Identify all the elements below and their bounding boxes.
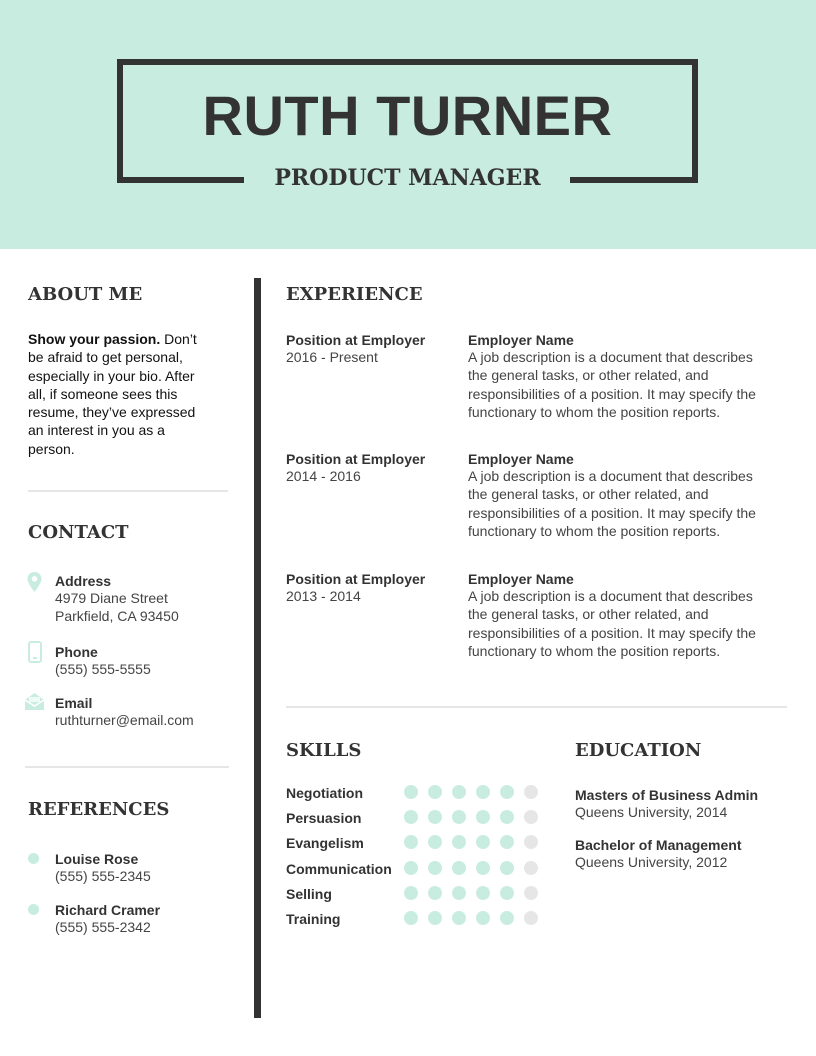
education-degree: Bachelor of Management (575, 837, 742, 853)
experience-description: A job description is a document that describes the general tasks, or other related, and responsibilities of a position. It may specify the functionary to whom the position reports. (468, 349, 756, 420)
skill-dot-filled (404, 835, 418, 849)
skill-dot-filled (428, 785, 442, 799)
experience-dates: 2013 - 2014 (286, 588, 361, 604)
email-label: Email (55, 695, 93, 711)
reference-name: Richard Cramer (55, 902, 161, 918)
skill-dot-filled (476, 861, 490, 875)
experience-dates: 2014 - 2016 (286, 468, 361, 484)
skill-dot-filled (476, 835, 490, 849)
experience-position: Position at Employer (286, 332, 426, 348)
experience-employer: Employer Name (468, 571, 574, 587)
skill-dot-filled (428, 835, 442, 849)
education-school: Queens University, 2012 (575, 854, 728, 870)
skill-dot-filled (404, 861, 418, 875)
skill-dot-filled (500, 886, 514, 900)
experience-dates: 2016 - Present (286, 349, 378, 365)
reference-name: Louise Rose (55, 851, 139, 867)
address-line2: Parkfield, CA 93450 (55, 608, 179, 624)
reference-phone: (555) 555-2342 (55, 919, 151, 935)
education-degree: Masters of Business Admin (575, 787, 759, 803)
skill-dot-empty (524, 785, 538, 799)
about-text (28, 330, 213, 458)
address-line1: 4979 Diane Street (55, 590, 168, 606)
experience-divider (286, 706, 787, 708)
skill-dot-filled (452, 785, 466, 799)
contact-divider (25, 766, 229, 768)
skill-dot-filled (404, 886, 418, 900)
reference-bullet (28, 904, 39, 915)
reference-bullet (28, 853, 39, 864)
education-school: Queens University, 2014 (575, 804, 728, 820)
phone-label: Phone (55, 644, 98, 660)
skill-dot-empty (524, 861, 538, 875)
envelope-icon (24, 692, 45, 711)
skill-dot-filled (404, 911, 418, 925)
experience-description: A job description is a document that describes the general tasks, or other related, and responsibilities of a position. It may specify the functionary to whom the position reports. (468, 468, 756, 539)
skill-dot-filled (476, 886, 490, 900)
skill-dot-filled (404, 785, 418, 799)
experience-heading: EXPERIENCE (286, 284, 423, 305)
email-value[interactable]: ruthturner@email.com (55, 712, 194, 728)
skill-name: Persuasion (286, 810, 362, 826)
about-divider (28, 490, 228, 492)
skill-dot-filled (500, 861, 514, 875)
skill-name: Selling (286, 886, 332, 902)
skill-dot-filled (452, 861, 466, 875)
references-heading: REFERENCES (28, 799, 170, 820)
phone-value: (555) 555-5555 (55, 661, 151, 677)
skill-dot-filled (452, 810, 466, 824)
skills-heading: SKILLS (286, 740, 362, 761)
skill-name: Evangelism (286, 835, 364, 851)
column-divider (254, 278, 261, 1018)
candidate-role: PRODUCT MANAGER (274, 165, 541, 191)
experience-employer: Employer Name (468, 451, 574, 467)
about-heading: ABOUT ME (28, 284, 143, 305)
skill-dot-filled (500, 911, 514, 925)
skill-dot-empty (524, 835, 538, 849)
skill-dot-filled (476, 785, 490, 799)
skill-dot-empty (524, 911, 538, 925)
skill-dot-filled (500, 785, 514, 799)
experience-position: Position at Employer (286, 571, 426, 587)
skill-name: Communication (286, 861, 392, 877)
skill-dot-filled (428, 810, 442, 824)
skill-dot-filled (452, 835, 466, 849)
skill-dot-filled (428, 861, 442, 875)
contact-heading: CONTACT (28, 522, 129, 543)
skill-dot-empty (524, 886, 538, 900)
phone-icon (28, 641, 42, 663)
skill-dot-empty (524, 810, 538, 824)
reference-phone: (555) 555-2345 (55, 868, 151, 884)
skill-dot-filled (404, 810, 418, 824)
experience-description: A job description is a document that describes the general tasks, or other related, and responsibilities of a position. It may specify the functionary to whom the position reports. (468, 588, 756, 659)
skill-dot-filled (500, 835, 514, 849)
experience-position: Position at Employer (286, 451, 426, 467)
skill-dot-filled (452, 886, 466, 900)
skill-dot-filled (476, 810, 490, 824)
education-heading: EDUCATION (575, 740, 702, 761)
address-label: Address (55, 573, 112, 589)
skill-name: Training (286, 911, 341, 927)
about-lead: Show your passion. (28, 331, 161, 347)
skill-dot-filled (500, 810, 514, 824)
skill-name: Negotiation (286, 785, 363, 801)
candidate-name: RUTH TURNER (202, 84, 613, 147)
map-pin-icon (26, 571, 43, 593)
skill-dot-filled (428, 886, 442, 900)
experience-employer: Employer Name (468, 332, 574, 348)
skill-dot-filled (428, 911, 442, 925)
skill-dot-filled (476, 911, 490, 925)
skill-dot-filled (452, 911, 466, 925)
about-body: Don’t be afraid to get personal, especially in your bio. After all, if someone sees this resume, they’ve expressed an interest in you as a person. (28, 331, 197, 457)
